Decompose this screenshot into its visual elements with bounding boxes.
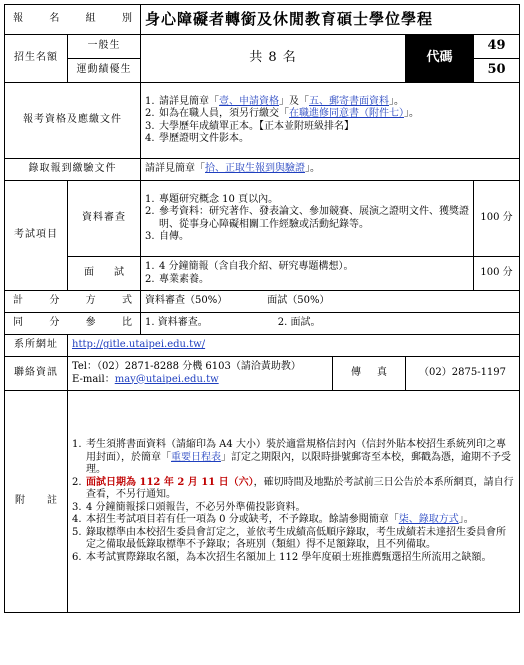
website-link[interactable]: http://gitle.utaipei.edu.tw/ — [72, 339, 206, 351]
interview-date: 面試日期為 112 年 2 月 11 日（六） — [86, 476, 254, 488]
note-text: 本招生考試項目若有任一項為 0 分或缺考，不予錄取。餘請參閱簡章「 — [86, 514, 399, 525]
fax-label — [333, 357, 406, 391]
item-number: 1. — [145, 193, 155, 205]
header-row — [5, 5, 520, 35]
item-number: 2. — [145, 273, 155, 285]
list-item — [145, 121, 515, 134]
admission-table — [4, 4, 520, 613]
label-char: 方 — [85, 295, 96, 307]
scoring-row — [5, 291, 520, 313]
label-char: 組 — [85, 13, 96, 25]
code-athlete: 50 — [474, 59, 520, 83]
label-char: 試 — [114, 267, 124, 279]
item-text: 請詳見簡章「 — [159, 95, 219, 107]
note-text: 考生須將書面資料（請縮印為 A4 大小）裝於適當規格信封內（信封外貼本校招生系統列印之專用封面），於簡章「 — [86, 439, 506, 463]
quota-total: 共 8 名 — [141, 35, 406, 83]
tie-label — [5, 313, 141, 335]
notes-label — [5, 391, 68, 613]
exam-label: 考試項目 — [5, 181, 68, 291]
item-text: 自傳。 — [159, 231, 189, 242]
label-char: 面 — [84, 267, 94, 279]
docs-content — [141, 83, 520, 159]
scoring-review: 資料審查（50%） — [145, 295, 228, 307]
email-label: E-mail： — [72, 373, 115, 385]
item-number: 4. — [145, 133, 155, 144]
label-char: 分 — [49, 317, 60, 329]
link-schedule[interactable]: 重要日程表 — [171, 451, 221, 463]
link-enroll-verification[interactable]: 拾、正取生報到與驗證 — [205, 163, 305, 175]
item-text: 大學歷年成績單正本。【正本並附班級排名】 — [159, 120, 354, 132]
list-item — [145, 194, 469, 207]
interview-content — [141, 257, 474, 291]
tie-content — [141, 313, 520, 335]
item-number: 1. — [145, 261, 155, 272]
scoring-content — [141, 291, 520, 313]
label-char: 附 — [15, 495, 25, 507]
item-text: 」。 — [389, 95, 404, 107]
label-char: 傳 — [351, 367, 361, 379]
list-item: 3. 4 分鐘簡報採口頭報告，不必另外準備投影資料。 — [72, 502, 515, 515]
tie-item: 2. 面試。 — [277, 317, 321, 329]
quota-row-general — [5, 35, 520, 59]
note-text: 錄取標準由本校招生委員會訂定之，並依考生成績高低順序錄取，考生成績若未達招生委員會所定之備取最低錄取標準不予錄取；各班別（類組）得不足額錄取，且不列備取。 — [86, 526, 506, 550]
scoring-label — [5, 291, 141, 313]
review-label: 資料審查 — [68, 181, 141, 257]
note-text: 本考試實際錄取名額，為本次招生名額加上 112 學年度碩士班推薦甄選招生所流用之缺額。 — [86, 551, 492, 563]
admission-table-page — [4, 4, 519, 659]
review-content — [141, 181, 474, 257]
list-item — [145, 274, 469, 287]
link-admission-method[interactable]: 柒、錄取方式 — [398, 514, 459, 525]
enroll-label: 錄取報到繳驗文件 — [5, 159, 141, 181]
tie-item: 1. 資料審查。 — [145, 317, 208, 329]
item-text: 4 分鐘簡報（含自我介紹、研究專題構想）。 — [159, 261, 354, 272]
label-char: 真 — [377, 367, 387, 379]
item-text: 專題研究概念 10 頁以內。 — [159, 193, 279, 205]
list-item: 2. 面試日期為 112 年 2 月 11 日（六），確切時間及地點於考試前三日公告於本系所網頁，請自行查看，不另行通知。 — [72, 476, 514, 500]
website-label: 系所網址 — [5, 335, 68, 357]
link-mail-documents[interactable]: 五、郵寄書面資料 — [309, 95, 389, 107]
item-text: 如為在職人員，須另行繳交「 — [159, 108, 289, 119]
enroll-text: 」。 — [305, 163, 320, 175]
list-item: 6. 本考試實際錄取名額，為本次招生名額加上 112 學年度碩士班推薦甄選招生所流用之缺額。 — [72, 552, 515, 565]
contact-row — [5, 357, 520, 391]
general-student-label: 一般生 — [68, 35, 141, 59]
list-item: 5. 錄取標準由本校招生委員會訂定之，並依考生成績高低順序錄取，考生成績若未達招生委員會所定之備取最低錄取標準不予錄取；各班別（類組）得不足額錄取，且不列備取。 — [72, 527, 515, 552]
item-number: 3. — [145, 231, 155, 242]
note-text: ，確切時間及地點於考試前三日公告於本系所網頁，請自行查看，不另行通知。 — [86, 476, 514, 500]
item-number: 2. — [145, 108, 155, 119]
label-char: 別 — [121, 13, 132, 25]
item-text: 學歷證明文件影本。 — [159, 133, 249, 144]
item-number: 2. — [145, 206, 155, 217]
link-consent-form[interactable]: 在職進修同意書（附件七） — [289, 108, 404, 119]
label-char: 名 — [49, 13, 60, 25]
review-score: 100 分 — [474, 181, 520, 257]
label-char: 式 — [121, 295, 132, 307]
note-text: 」訂定之期限內，以限時掛號郵寄至本校，郵戳為憑，逾期不予受理。 — [86, 451, 511, 475]
item-text: 」。 — [404, 108, 419, 119]
label-char: 分 — [49, 295, 60, 307]
enroll-content — [141, 159, 520, 181]
note-text: 4 分鐘簡報採口頭報告，不必另外準備投影資料。 — [86, 501, 306, 513]
contact-label: 聯絡資訊 — [5, 357, 68, 391]
program-title: 身心障礙者轉銜及休閒教育碩士學位學程 — [141, 5, 520, 35]
code-label: 代碼 — [406, 35, 474, 83]
interview-score: 100 分 — [474, 257, 520, 291]
enroll-row — [5, 159, 520, 181]
item-text: 」及「 — [279, 95, 309, 107]
scoring-interview: 面試（50%） — [267, 295, 330, 307]
item-text: 參考資料：研究著作、發表論文、參加競賽、展演之證明文件、獲獎證明、從事身心障礙相關工作經驗或活動紀錄等。 — [159, 206, 469, 230]
label-char: 註 — [47, 495, 57, 507]
tie-row — [5, 313, 520, 335]
code-general: 49 — [474, 35, 520, 59]
interview-label — [68, 257, 141, 291]
note-text: 」。 — [458, 514, 474, 525]
notes-row — [5, 391, 520, 613]
link-apply-qualifications[interactable]: 壹、申請資格 — [219, 95, 279, 107]
list-item — [145, 133, 515, 146]
docs-label: 報考資格及應繳文件 — [5, 83, 141, 159]
program-label — [5, 5, 141, 35]
exam-interview-row — [5, 257, 520, 291]
fax-value: （02）2875-1197 — [406, 357, 520, 391]
notes-content — [68, 391, 520, 613]
item-number: 3. — [145, 120, 155, 132]
list-item: 4. 本招生考試項目若有任一項為 0 分或缺考，不予錄取。餘請參閱簡章「柒、錄取方式」。 — [72, 514, 474, 525]
label-char: 參 — [85, 317, 96, 329]
email-link[interactable]: may@utaipei.edu.tw — [114, 373, 219, 385]
list-item — [145, 96, 515, 109]
athlete-student-label: 運動績優生 — [68, 59, 141, 83]
label-char: 同 — [13, 317, 23, 329]
item-text: 專業素養。 — [159, 273, 209, 285]
list-item — [145, 108, 515, 121]
list-item — [145, 206, 469, 231]
list-item: 1. 考生須將書面資料（請縮印為 A4 大小）裝於適當規格信封內（信封外貼本校招生系統列印之專用封面），於簡章「重要日程表」訂定之期限內，以限時掛號郵寄至本校，郵戳為憑，逾期不予受理。 — [72, 439, 511, 475]
label-char: 比 — [121, 317, 132, 329]
label-char: 報 — [13, 13, 23, 25]
exam-review-row — [5, 181, 520, 257]
docs-row — [5, 83, 520, 159]
website-row — [5, 335, 520, 357]
list-item — [145, 231, 469, 244]
enroll-text: 請詳見簡章「 — [145, 163, 205, 175]
contact-tel: Tel：（02）2871-8288 分機 6103（請洽黃助教） — [72, 361, 301, 372]
contact-content — [68, 357, 333, 391]
label-char: 計 — [13, 295, 23, 307]
quota-label: 招生名額 — [5, 35, 68, 83]
website-content — [68, 335, 520, 357]
item-number: 1. — [145, 95, 155, 107]
list-item — [145, 261, 469, 274]
